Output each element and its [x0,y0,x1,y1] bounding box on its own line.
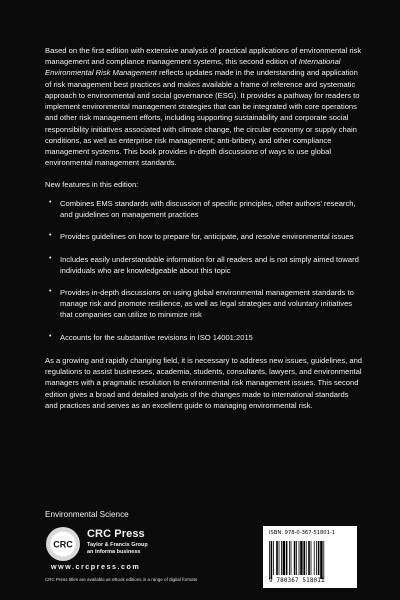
publisher-block [45,526,190,571]
subject-category: Environmental Science [45,510,129,519]
barcode-bar [316,541,317,575]
barcode-bar [323,541,324,579]
barcode-bar [286,541,288,575]
barcode-bar [289,541,290,575]
barcode-bars [269,538,351,582]
description-text-rest: reflects updates made in the understanding and application of risk management best practices and makes available a frame of reference and systematic approach to environmental and social governance (ESG). It provides a pathway for readers to implement environmental management strategies that can be integrated with core operations and other risk management efforts, including supporting sustainability and corporate social responsibility initiatives associated with climate change, the circular economy or supply chain conditions, as well as enterprise risk management; anti-bribery, and other compliance management systems. This book provides in-depth discussions of ways to use global environmental management standards. [45,68,360,168]
barcode-bar [300,541,302,575]
bullet-icon: • [49,232,52,240]
barcode-bar [269,541,270,579]
barcode-digits: 9 780367 518011 [269,577,325,584]
barcode-bar [299,541,300,575]
barcode-bar [294,541,296,575]
feature-text: Combines EMS standards with discussion of specific principles, other authors’ research, and guidelines on management practices [60,198,356,220]
feature-item [45,198,363,220]
barcode-bar [279,541,280,575]
feature-text: Provides guidelines on how to prepare for, anticipate, and resolve environmental issues [60,232,354,242]
description-text-start: Based on the first edition with extensive analysis of practical applications of environmental risk management and compliance management systems, this second edition of [45,46,362,67]
barcode-bar [291,541,292,575]
barcode-bar [271,541,273,579]
ebook-note: CRC Press titles are available as eBook editions in a range of digital formats [45,577,198,582]
cover-text-block [45,45,363,419]
barcode-bar [320,541,322,579]
barcode-bar [314,541,315,575]
publisher-group: Taylor & Francis Group [87,542,148,548]
features-list [45,198,363,343]
feature-text: Includes easily understandable information for all readers and is not simply aimed toward individuals who are knowledgeable about this topic [60,254,359,275]
barcode-bar [273,541,274,575]
publisher-url[interactable]: www.crcpress.com [51,562,141,571]
barcode-bar [311,541,312,575]
crc-press-logo-icon [45,526,81,562]
feature-text: Provides in-depth discussions on using global environmental management standards to manage risk and promote resilience, as well as legal strategies and voluntary initiatives that companies can utilize to minimize risk [60,287,354,320]
barcode-bar [308,541,310,575]
feature-item [45,231,363,242]
barcode-bar [276,541,278,575]
barcode-bar [296,541,297,575]
feature-item [45,332,363,343]
feature-text: Accounts for the substantive revisions in ISO 14001:2015 [60,332,253,342]
barcode-bar [281,541,282,575]
publisher-name: CRC Press [87,528,145,540]
isbn-number: ISBN: 978-0-367-51801-1 [269,530,336,536]
isbn-barcode [263,526,357,588]
barcode-bar [318,541,320,575]
barcode-bar [303,541,305,575]
bullet-icon: • [49,332,52,340]
new-features-heading: New features in this edition: [45,179,139,189]
book-title-italic: International Environmental Risk Management [45,57,341,78]
feature-item [45,287,363,321]
bullet-icon: • [49,254,52,262]
bullet-icon: • [49,198,52,206]
publisher-business: an informa business [87,549,141,555]
description-paragraph [45,45,363,169]
feature-item [45,254,363,276]
barcode-bar [306,541,307,575]
barcode-bar [283,541,285,575]
closing-paragraph: As a growing and rapidly changing field, it is necessary to address new issues, guidelines, and regulations to assist businesses, academia, students, consultants, lawyers, and environmental managers with a pragmatic resolution to environmental risk management issues. This second edition gives a broad and detailed analysis of the changes made to international standards and practices and serves as an excellent guide to managing environmental risk. [45,355,363,410]
bullet-icon: • [49,287,52,295]
svg-text:CRC: CRC [53,539,73,550]
